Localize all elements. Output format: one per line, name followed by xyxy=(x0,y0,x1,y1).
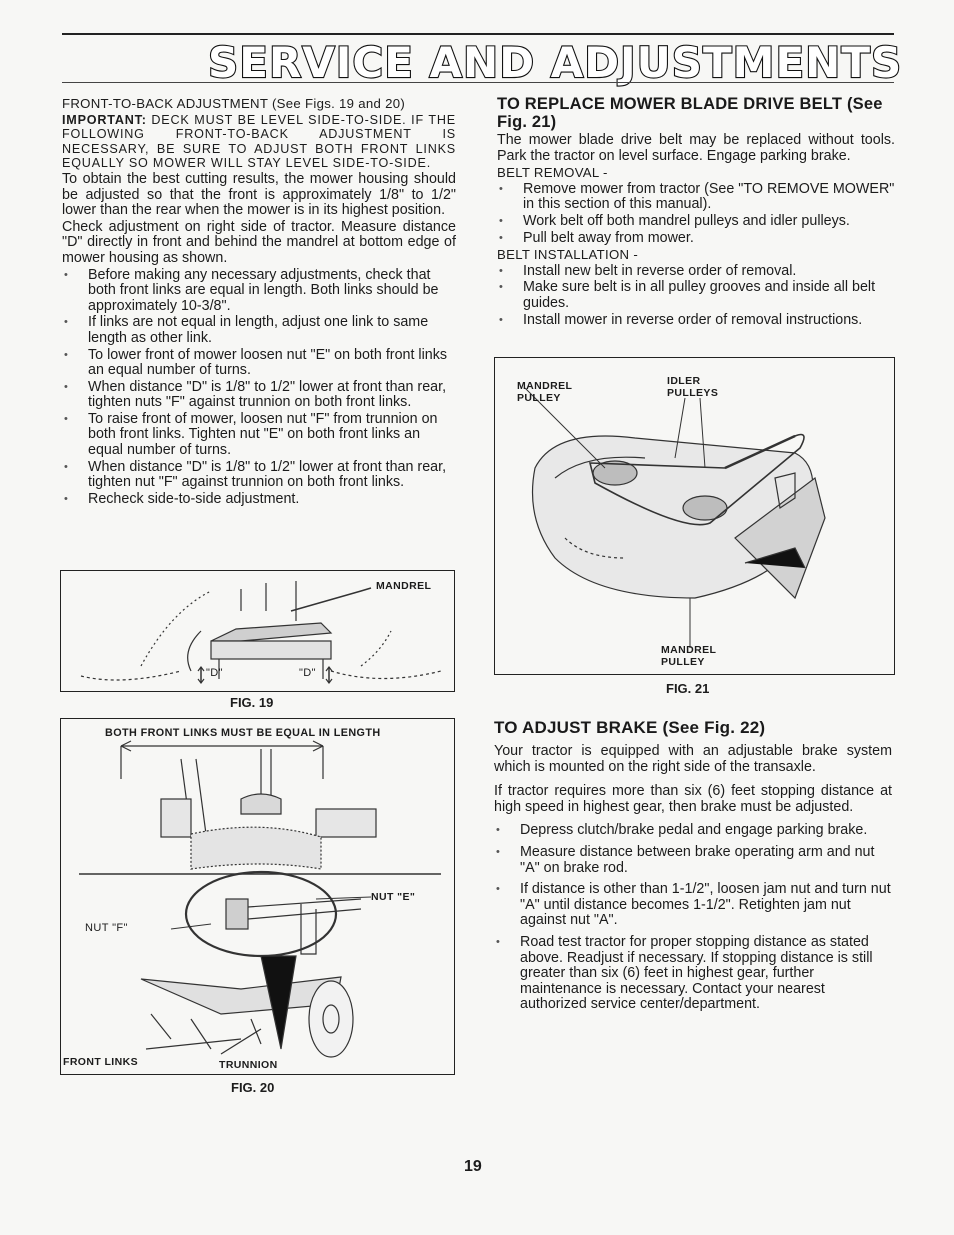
label-idler-pulleys: IDLER PULLEYS xyxy=(667,375,719,399)
title-underline-rule xyxy=(62,82,894,83)
list-item: • Remove mower from tractor (See "TO REMOVE MOWER" in this section of this manual). xyxy=(497,182,895,213)
belt-intro-paragraph: The mower blade drive belt may be replaced without tools. Park the tractor on level surface. Engage parking brake. xyxy=(497,132,895,164)
list-item: • Road test tractor for proper stopping distance as stated above. Readjust if necessary. If stopping distance is still greater than six (6) feet in highest gear, further maintenance is necessary. Contact your nearest authorized service center/department. xyxy=(494,935,892,1013)
fig-20-title: BOTH FRONT LINKS MUST BE EQUAL IN LENGTH xyxy=(105,727,381,739)
list-item: • If links are not equal in length, adjust one link to same length as other link. xyxy=(62,315,456,346)
label-nut-e: NUT "E" xyxy=(371,891,416,903)
replace-belt-heading: TO REPLACE MOWER BLADE DRIVE BELT (See Fig. 21) xyxy=(497,95,883,131)
fig-21-caption: FIG. 21 xyxy=(666,681,710,696)
fig-20-diagram xyxy=(60,718,455,1075)
list-item: • To lower front of mower loosen nut "E" on both front links an equal number of turns. xyxy=(62,348,456,379)
fig-21-illustration xyxy=(495,358,894,674)
belt-installation-list xyxy=(497,264,895,328)
important-note xyxy=(62,113,456,171)
label-mandrel-pulley-bottom: MANDREL PULLEY xyxy=(661,644,717,668)
brake-section xyxy=(494,719,892,1014)
list-item: • Work belt off both mandrel pulleys and idler pulleys. xyxy=(497,214,895,230)
label-mandrel-pulley-top: MANDREL PULLEY xyxy=(517,380,573,404)
belt-removal-list xyxy=(497,182,895,246)
list-item: • Recheck side-to-side adjustment. xyxy=(62,492,456,508)
label-mandrel: MANDREL xyxy=(376,580,432,592)
top-rule xyxy=(62,33,894,35)
list-item: • Measure distance between brake operating arm and nut "A" on brake rod. xyxy=(494,845,892,876)
adjust-brake-heading: TO ADJUST BRAKE (See Fig. 22) xyxy=(494,718,766,737)
label-trunnion: TRUNNION xyxy=(219,1059,278,1071)
important-label: IMPORTANT: xyxy=(62,112,147,127)
right-column xyxy=(497,95,895,329)
label-front-links: FRONT LINKS xyxy=(63,1056,138,1068)
list-item: • Make sure belt is in all pulley grooves and inside all belt guides. xyxy=(497,280,895,311)
brake-condition-paragraph: If tractor requires more than six (6) feet stopping distance at high speed in highest gear, then brake must be adjusted. xyxy=(494,783,892,815)
check-paragraph: Check adjustment on right side of tractor. Measure distance "D" directly in front and behind the mandrel at bottom edge of mower housing as shown. xyxy=(62,218,456,266)
fig-21-diagram xyxy=(494,357,895,675)
list-item: • Depress clutch/brake pedal and engage parking brake. xyxy=(494,823,892,839)
important-text: DECK MUST BE LEVEL SIDE-TO-SIDE. IF THE FOLLOWING FRONT-TO-BACK ADJUSTMENT IS NECESSARY, BE SURE TO ADJUST BOTH FRONT LINKS EQUALLY SO MOWER WILL STAY LEVEL SIDE-TO-SIDE. xyxy=(62,112,456,171)
label-nut-f: NUT "F" xyxy=(85,922,128,934)
brake-steps-list xyxy=(494,823,892,1013)
belt-removal-heading: BELT REMOVAL - xyxy=(497,165,608,181)
fig-19-caption: FIG. 19 xyxy=(230,695,274,710)
list-item: • Install new belt in reverse order of removal. xyxy=(497,264,895,280)
brake-intro-paragraph: Your tractor is equipped with an adjustable brake system which is mounted on the right side of the transaxle. xyxy=(494,743,892,775)
label-d-right: "D" xyxy=(299,667,316,679)
list-item: • Pull belt away from mower. xyxy=(497,231,895,247)
left-column xyxy=(62,96,456,508)
list-item: • When distance "D" is 1/8" to 1/2" lower at front than rear, tighten nuts "F" against trunnion on both front links. xyxy=(62,380,456,411)
list-item: • Install mower in reverse order of removal instructions. xyxy=(497,313,895,329)
fig-19-diagram xyxy=(60,570,455,692)
adjustment-steps-list xyxy=(62,268,456,508)
fig-20-caption: FIG. 20 xyxy=(231,1080,275,1095)
list-item: • Before making any necessary adjustments, check that both front links are equal in length. Both links should be approximately 10-3/8". xyxy=(62,268,456,315)
list-item: • If distance is other than 1-1/2", loosen jam nut and turn nut "A" until distance becomes 1-1/2". Retighten jam nut against nut "A". xyxy=(494,882,892,929)
page-title: SERVICE AND ADJUSTMENTS xyxy=(208,38,903,87)
front-to-back-heading: FRONT-TO-BACK ADJUSTMENT (See Figs. 19 and 20) xyxy=(62,96,406,111)
list-item: • When distance "D" is 1/8" to 1/2" lower at front than rear, tighten nut "F" against trunnion on both front links. xyxy=(62,460,456,491)
label-d-left: "D" xyxy=(206,667,223,679)
intro-paragraph: To obtain the best cutting results, the mower housing should be adjusted so that the front is approximately 1/8" to 1/2" lower than the rear when the mower is in its highest position. xyxy=(62,170,456,219)
page-number: 19 xyxy=(464,1158,482,1175)
list-item: • To raise front of mower, loosen nut "F" from trunnion on both front links. Tighten nut "E" on both front links an equal number of turns. xyxy=(62,412,456,459)
belt-installation-heading: BELT INSTALLATION - xyxy=(497,247,639,263)
